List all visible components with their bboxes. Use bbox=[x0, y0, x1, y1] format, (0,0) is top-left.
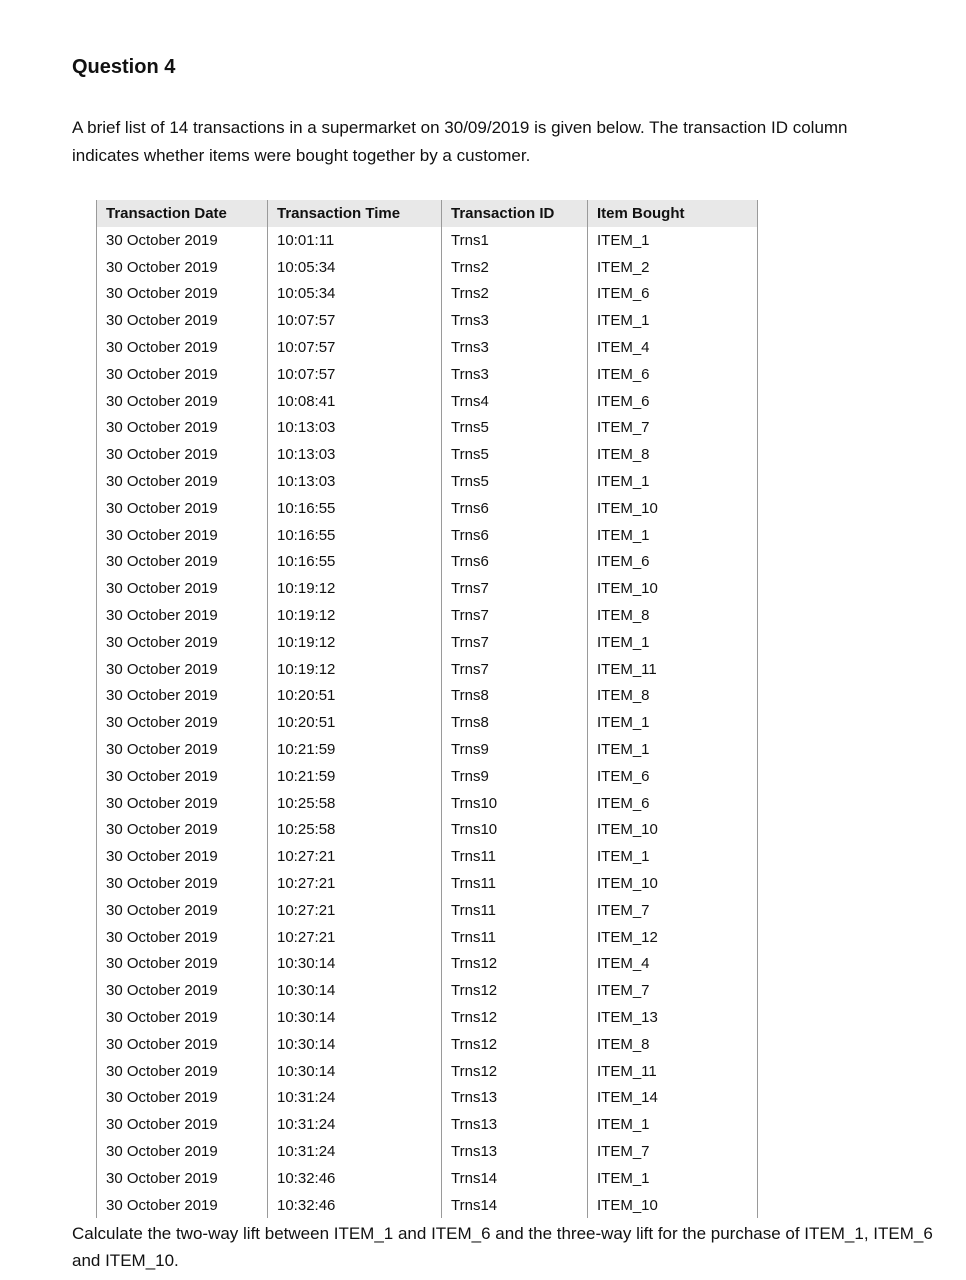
cell-transaction-date: 30 October 2019 bbox=[97, 870, 268, 897]
cell-transaction-date: 30 October 2019 bbox=[97, 227, 268, 254]
cell-transaction-date: 30 October 2019 bbox=[97, 709, 268, 736]
cell-transaction-time: 10:32:46 bbox=[268, 1165, 442, 1192]
cell-item-bought: ITEM_10 bbox=[588, 495, 758, 522]
cell-transaction-id: Trns2 bbox=[442, 281, 588, 308]
table-header-row bbox=[97, 200, 758, 227]
cell-transaction-time: 10:21:59 bbox=[268, 736, 442, 763]
cell-transaction-id: Trns3 bbox=[442, 307, 588, 334]
cell-transaction-time: 10:16:55 bbox=[268, 495, 442, 522]
cell-transaction-time: 10:27:21 bbox=[268, 897, 442, 924]
table-row bbox=[97, 1004, 758, 1031]
cell-transaction-date: 30 October 2019 bbox=[97, 388, 268, 415]
cell-transaction-id: Trns9 bbox=[442, 763, 588, 790]
cell-transaction-date: 30 October 2019 bbox=[97, 843, 268, 870]
cell-item-bought: ITEM_6 bbox=[588, 763, 758, 790]
table-row bbox=[97, 281, 758, 308]
cell-item-bought: ITEM_6 bbox=[588, 388, 758, 415]
table-row bbox=[97, 763, 758, 790]
cell-item-bought: ITEM_7 bbox=[588, 415, 758, 442]
table-row bbox=[97, 843, 758, 870]
cell-item-bought: ITEM_6 bbox=[588, 549, 758, 576]
cell-transaction-date: 30 October 2019 bbox=[97, 1085, 268, 1112]
cell-transaction-id: Trns5 bbox=[442, 441, 588, 468]
table-row bbox=[97, 897, 758, 924]
cell-transaction-date: 30 October 2019 bbox=[97, 629, 268, 656]
cell-transaction-time: 10:27:21 bbox=[268, 843, 442, 870]
cell-item-bought: ITEM_1 bbox=[588, 1111, 758, 1138]
cell-transaction-id: Trns2 bbox=[442, 254, 588, 281]
cell-transaction-id: Trns1 bbox=[442, 227, 588, 254]
cell-item-bought: ITEM_1 bbox=[588, 736, 758, 763]
header-transaction-id: Transaction ID bbox=[442, 200, 588, 227]
table-row bbox=[97, 709, 758, 736]
cell-transaction-id: Trns7 bbox=[442, 629, 588, 656]
cell-transaction-date: 30 October 2019 bbox=[97, 602, 268, 629]
table-row bbox=[97, 817, 758, 844]
table-row bbox=[97, 790, 758, 817]
table-row bbox=[97, 441, 758, 468]
cell-transaction-id: Trns8 bbox=[442, 709, 588, 736]
cell-item-bought: ITEM_10 bbox=[588, 817, 758, 844]
cell-transaction-id: Trns6 bbox=[442, 522, 588, 549]
cell-transaction-time: 10:30:14 bbox=[268, 1058, 442, 1085]
cell-item-bought: ITEM_4 bbox=[588, 951, 758, 978]
table-row bbox=[97, 977, 758, 1004]
cell-item-bought: ITEM_1 bbox=[588, 1165, 758, 1192]
table-row bbox=[97, 1138, 758, 1165]
cell-transaction-date: 30 October 2019 bbox=[97, 1165, 268, 1192]
table-row bbox=[97, 924, 758, 951]
cell-transaction-date: 30 October 2019 bbox=[97, 790, 268, 817]
cell-item-bought: ITEM_2 bbox=[588, 254, 758, 281]
cell-transaction-id: Trns11 bbox=[442, 870, 588, 897]
cell-transaction-id: Trns12 bbox=[442, 977, 588, 1004]
cell-transaction-id: Trns7 bbox=[442, 575, 588, 602]
cell-item-bought: ITEM_14 bbox=[588, 1085, 758, 1112]
cell-transaction-id: Trns7 bbox=[442, 602, 588, 629]
cell-transaction-date: 30 October 2019 bbox=[97, 1111, 268, 1138]
cell-transaction-date: 30 October 2019 bbox=[97, 441, 268, 468]
cell-transaction-id: Trns12 bbox=[442, 1004, 588, 1031]
cell-transaction-date: 30 October 2019 bbox=[97, 281, 268, 308]
cell-transaction-date: 30 October 2019 bbox=[97, 1058, 268, 1085]
cell-transaction-time: 10:01:11 bbox=[268, 227, 442, 254]
cell-transaction-time: 10:19:12 bbox=[268, 602, 442, 629]
cell-transaction-time: 10:07:57 bbox=[268, 334, 442, 361]
cell-item-bought: ITEM_1 bbox=[588, 307, 758, 334]
cell-item-bought: ITEM_1 bbox=[588, 843, 758, 870]
cell-transaction-time: 10:16:55 bbox=[268, 522, 442, 549]
cell-transaction-time: 10:20:51 bbox=[268, 709, 442, 736]
cell-transaction-time: 10:16:55 bbox=[268, 549, 442, 576]
table-row bbox=[97, 575, 758, 602]
table-row bbox=[97, 1085, 758, 1112]
cell-item-bought: ITEM_8 bbox=[588, 441, 758, 468]
cell-transaction-date: 30 October 2019 bbox=[97, 575, 268, 602]
cell-transaction-date: 30 October 2019 bbox=[97, 361, 268, 388]
cell-item-bought: ITEM_6 bbox=[588, 361, 758, 388]
cell-item-bought: ITEM_7 bbox=[588, 897, 758, 924]
cell-transaction-date: 30 October 2019 bbox=[97, 736, 268, 763]
table-row bbox=[97, 870, 758, 897]
cell-item-bought: ITEM_13 bbox=[588, 1004, 758, 1031]
transactions-table bbox=[96, 200, 758, 1218]
cell-item-bought: ITEM_11 bbox=[588, 656, 758, 683]
cell-transaction-date: 30 October 2019 bbox=[97, 468, 268, 495]
table-body bbox=[97, 227, 758, 1218]
table-row bbox=[97, 522, 758, 549]
cell-item-bought: ITEM_4 bbox=[588, 334, 758, 361]
table-row bbox=[97, 415, 758, 442]
table-row bbox=[97, 227, 758, 254]
cell-item-bought: ITEM_7 bbox=[588, 1138, 758, 1165]
cell-transaction-date: 30 October 2019 bbox=[97, 977, 268, 1004]
table-row bbox=[97, 602, 758, 629]
cell-transaction-date: 30 October 2019 bbox=[97, 495, 268, 522]
cell-item-bought: ITEM_7 bbox=[588, 977, 758, 1004]
cell-transaction-time: 10:19:12 bbox=[268, 575, 442, 602]
cell-transaction-time: 10:05:34 bbox=[268, 254, 442, 281]
cell-transaction-time: 10:27:21 bbox=[268, 870, 442, 897]
cell-transaction-id: Trns11 bbox=[442, 843, 588, 870]
cell-item-bought: ITEM_6 bbox=[588, 790, 758, 817]
table-row bbox=[97, 334, 758, 361]
header-transaction-time: Transaction Time bbox=[268, 200, 442, 227]
cell-transaction-id: Trns14 bbox=[442, 1192, 588, 1219]
cell-transaction-time: 10:13:03 bbox=[268, 468, 442, 495]
cell-transaction-time: 10:07:57 bbox=[268, 307, 442, 334]
cell-transaction-time: 10:30:14 bbox=[268, 951, 442, 978]
table-row bbox=[97, 495, 758, 522]
cell-transaction-date: 30 October 2019 bbox=[97, 1192, 268, 1219]
question-title: Question 4 bbox=[72, 56, 176, 78]
cell-transaction-date: 30 October 2019 bbox=[97, 763, 268, 790]
cell-transaction-time: 10:27:21 bbox=[268, 924, 442, 951]
table-row bbox=[97, 656, 758, 683]
cell-transaction-date: 30 October 2019 bbox=[97, 951, 268, 978]
cell-transaction-time: 10:13:03 bbox=[268, 415, 442, 442]
intro-paragraph: A brief list of 14 transactions in a supermarket on 30/09/2019 is given below. The transaction ID column indicates whether items were bought together by a customer. bbox=[72, 118, 848, 165]
cell-transaction-id: Trns10 bbox=[442, 790, 588, 817]
cell-transaction-date: 30 October 2019 bbox=[97, 1138, 268, 1165]
header-item-bought: Item Bought bbox=[588, 200, 758, 227]
cell-transaction-time: 10:05:34 bbox=[268, 281, 442, 308]
cell-transaction-id: Trns13 bbox=[442, 1085, 588, 1112]
cell-transaction-id: Trns5 bbox=[442, 468, 588, 495]
cell-transaction-id: Trns11 bbox=[442, 924, 588, 951]
cell-transaction-id: Trns6 bbox=[442, 495, 588, 522]
cell-transaction-id: Trns8 bbox=[442, 683, 588, 710]
cell-transaction-time: 10:19:12 bbox=[268, 656, 442, 683]
cell-item-bought: ITEM_12 bbox=[588, 924, 758, 951]
cell-transaction-id: Trns13 bbox=[442, 1138, 588, 1165]
table-row bbox=[97, 683, 758, 710]
table-row bbox=[97, 468, 758, 495]
cell-item-bought: ITEM_1 bbox=[588, 629, 758, 656]
cell-item-bought: ITEM_1 bbox=[588, 522, 758, 549]
cell-transaction-time: 10:13:03 bbox=[268, 441, 442, 468]
cell-transaction-id: Trns14 bbox=[442, 1165, 588, 1192]
cell-transaction-time: 10:31:24 bbox=[268, 1085, 442, 1112]
cell-transaction-id: Trns10 bbox=[442, 817, 588, 844]
cell-transaction-date: 30 October 2019 bbox=[97, 334, 268, 361]
cell-transaction-id: Trns9 bbox=[442, 736, 588, 763]
cell-transaction-date: 30 October 2019 bbox=[97, 1031, 268, 1058]
cell-transaction-time: 10:07:57 bbox=[268, 361, 442, 388]
cell-transaction-time: 10:30:14 bbox=[268, 977, 442, 1004]
cell-transaction-id: Trns4 bbox=[442, 388, 588, 415]
table-row bbox=[97, 1031, 758, 1058]
table-row bbox=[97, 951, 758, 978]
table-row bbox=[97, 254, 758, 281]
cell-transaction-time: 10:25:58 bbox=[268, 817, 442, 844]
cell-item-bought: ITEM_8 bbox=[588, 683, 758, 710]
cell-transaction-date: 30 October 2019 bbox=[97, 549, 268, 576]
cell-transaction-time: 10:08:41 bbox=[268, 388, 442, 415]
table-row bbox=[97, 1111, 758, 1138]
cell-transaction-date: 30 October 2019 bbox=[97, 683, 268, 710]
cell-transaction-id: Trns11 bbox=[442, 897, 588, 924]
cell-item-bought: ITEM_11 bbox=[588, 1058, 758, 1085]
question-text: Calculate the two-way lift between ITEM_1 and ITEM_6 and the three-way lift for the purchase of ITEM_1, ITEM_6 and ITEM_10. bbox=[72, 1224, 933, 1270]
table-row bbox=[97, 307, 758, 334]
cell-transaction-date: 30 October 2019 bbox=[97, 415, 268, 442]
table-row bbox=[97, 361, 758, 388]
table-row bbox=[97, 736, 758, 763]
cell-item-bought: ITEM_10 bbox=[588, 1192, 758, 1219]
table-row bbox=[97, 1192, 758, 1219]
cell-transaction-id: Trns7 bbox=[442, 656, 588, 683]
cell-transaction-date: 30 October 2019 bbox=[97, 924, 268, 951]
cell-item-bought: ITEM_1 bbox=[588, 468, 758, 495]
cell-item-bought: ITEM_8 bbox=[588, 602, 758, 629]
header-transaction-date: Transaction Date bbox=[97, 200, 268, 227]
table-row bbox=[97, 388, 758, 415]
cell-transaction-time: 10:32:46 bbox=[268, 1192, 442, 1219]
cell-transaction-time: 10:21:59 bbox=[268, 763, 442, 790]
cell-transaction-id: Trns12 bbox=[442, 1058, 588, 1085]
table-row bbox=[97, 1058, 758, 1085]
cell-item-bought: ITEM_8 bbox=[588, 1031, 758, 1058]
cell-item-bought: ITEM_10 bbox=[588, 575, 758, 602]
cell-item-bought: ITEM_10 bbox=[588, 870, 758, 897]
cell-transaction-id: Trns3 bbox=[442, 361, 588, 388]
cell-transaction-time: 10:20:51 bbox=[268, 683, 442, 710]
cell-transaction-date: 30 October 2019 bbox=[97, 307, 268, 334]
cell-transaction-time: 10:31:24 bbox=[268, 1111, 442, 1138]
table-row bbox=[97, 629, 758, 656]
cell-transaction-date: 30 October 2019 bbox=[97, 817, 268, 844]
cell-transaction-date: 30 October 2019 bbox=[97, 656, 268, 683]
cell-transaction-id: Trns6 bbox=[442, 549, 588, 576]
cell-transaction-id: Trns12 bbox=[442, 1031, 588, 1058]
table-row bbox=[97, 1165, 758, 1192]
cell-transaction-id: Trns3 bbox=[442, 334, 588, 361]
cell-transaction-date: 30 October 2019 bbox=[97, 254, 268, 281]
cell-transaction-time: 10:30:14 bbox=[268, 1031, 442, 1058]
table-row bbox=[97, 549, 758, 576]
cell-transaction-time: 10:31:24 bbox=[268, 1138, 442, 1165]
cell-transaction-id: Trns5 bbox=[442, 415, 588, 442]
cell-transaction-time: 10:19:12 bbox=[268, 629, 442, 656]
cell-transaction-id: Trns12 bbox=[442, 951, 588, 978]
cell-transaction-date: 30 October 2019 bbox=[97, 897, 268, 924]
cell-transaction-date: 30 October 2019 bbox=[97, 522, 268, 549]
cell-transaction-time: 10:30:14 bbox=[268, 1004, 442, 1031]
cell-transaction-id: Trns13 bbox=[442, 1111, 588, 1138]
cell-item-bought: ITEM_6 bbox=[588, 281, 758, 308]
cell-item-bought: ITEM_1 bbox=[588, 227, 758, 254]
cell-item-bought: ITEM_1 bbox=[588, 709, 758, 736]
cell-transaction-date: 30 October 2019 bbox=[97, 1004, 268, 1031]
cell-transaction-time: 10:25:58 bbox=[268, 790, 442, 817]
